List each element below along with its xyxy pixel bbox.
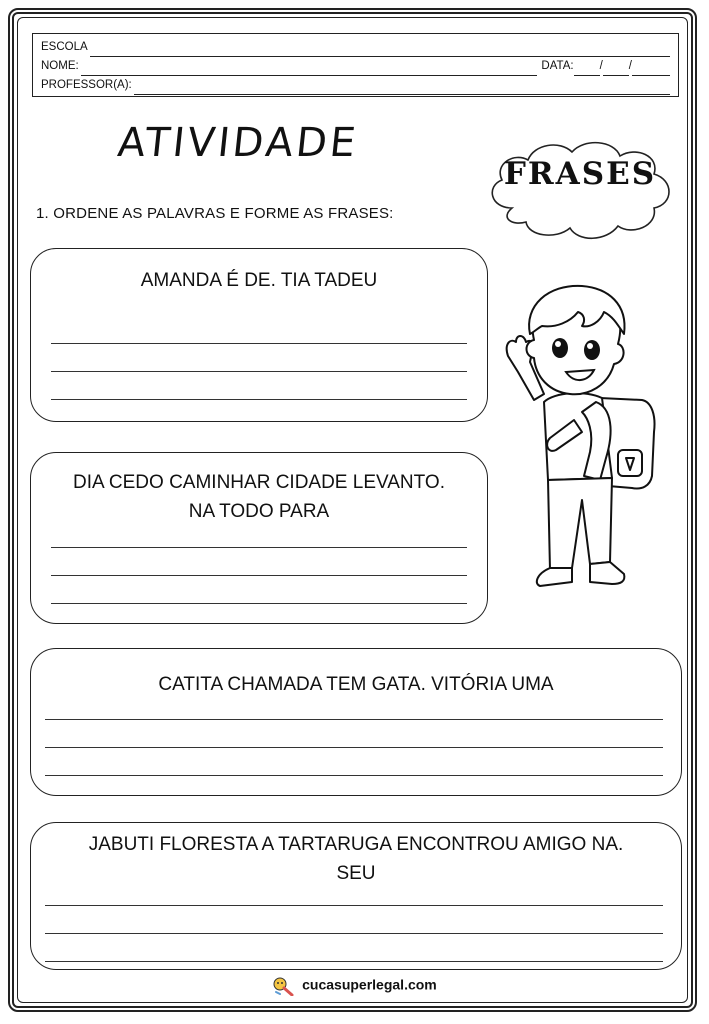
writing-line[interactable] (45, 719, 663, 720)
writing-line[interactable] (51, 399, 467, 400)
name-label: NOME: (41, 60, 79, 72)
site-link[interactable]: cucasuperlegal.com (302, 976, 437, 993)
exercise-4-line-2: SEU (336, 863, 376, 884)
school-row (41, 38, 670, 57)
writing-line[interactable] (45, 747, 663, 748)
school-label: ESCOLA (41, 41, 88, 53)
school-field[interactable] (90, 43, 670, 57)
pencil-mascot-icon (272, 976, 294, 996)
writing-line[interactable] (51, 547, 467, 548)
exercise-2-line-2: NA TODO PARA (188, 501, 330, 522)
writing-line[interactable] (45, 961, 663, 962)
exercise-1-line-1: AMANDA É DE. TIA TADEU (140, 270, 378, 291)
exercise-box-3 (30, 648, 682, 796)
footer (0, 976, 709, 996)
instruction-text: 1. ORDENE AS PALAVRAS E FORME AS FRASES: (36, 205, 394, 222)
date-separator: / (628, 60, 632, 72)
exercise-box-4 (30, 822, 682, 970)
exercise-4-line-1: JABUTI FLORESTA A TARTARUGA ENCONTROU AMIGO NA. (88, 834, 624, 855)
date-label: DATA: (541, 60, 574, 72)
teacher-label: PROFESSOR(A): (41, 79, 132, 91)
exercise-3-line-1: CATITA CHAMADA TEM GATA. VITÓRIA UMA (158, 674, 554, 695)
writing-line[interactable] (51, 603, 467, 604)
teacher-row (41, 76, 670, 95)
exercise-box-2 (30, 452, 488, 624)
frases-badge (482, 136, 678, 244)
name-field[interactable] (81, 62, 538, 76)
writing-line[interactable] (51, 343, 467, 344)
writing-line[interactable] (45, 933, 663, 934)
teacher-field[interactable] (134, 81, 670, 95)
boy-with-backpack-icon (496, 282, 664, 594)
writing-line[interactable] (45, 905, 663, 906)
exercise-box-1 (30, 248, 488, 422)
name-row (41, 57, 670, 76)
date-year-field[interactable] (632, 62, 670, 76)
page-title: ATIVIDADE (115, 120, 361, 166)
exercise-2-line-1: DIA CEDO CAMINHAR CIDADE LEVANTO. (73, 472, 445, 493)
badge-label: FRASES (503, 156, 657, 192)
date-day-field[interactable] (574, 62, 600, 76)
date-separator: / (599, 60, 603, 72)
header-box (32, 33, 679, 97)
writing-line[interactable] (51, 371, 467, 372)
writing-line[interactable] (51, 575, 467, 576)
date-month-field[interactable] (603, 62, 629, 76)
writing-line[interactable] (45, 775, 663, 776)
